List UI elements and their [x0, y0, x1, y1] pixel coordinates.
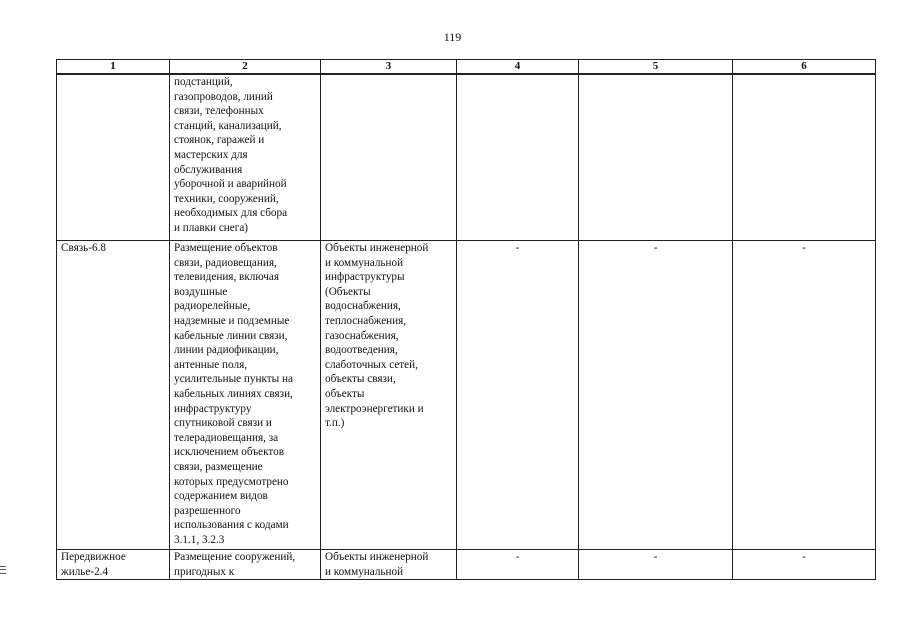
column-header: 4	[457, 60, 579, 75]
column-header: 6	[733, 60, 876, 75]
table-cell: Передвижное жилье-2.4	[57, 550, 170, 580]
table-cell	[579, 74, 733, 241]
column-header: 5	[579, 60, 733, 75]
table-cell: подстанций, газопроводов, линий связи, телефонных станций, канализаций, стоянок, гаражей и мастерских для обслуживания уборочной и аварийной техники, сооружений, необходимых для сбора и плавки снега)	[170, 74, 321, 241]
column-header: 1	[57, 60, 170, 75]
table-cell	[733, 74, 876, 241]
table-cell: Объекты инженерной и коммунальной инфраструктуры (Объекты водоснабжения, теплоснабжения, газоснабжения, водоотведения, слаботочных сетей, объекты связи, объекты электроэнергетики и т.п.)	[321, 241, 457, 550]
table-cell: -	[579, 550, 733, 580]
column-header: 3	[321, 60, 457, 75]
table-cell	[321, 74, 457, 241]
table-header-row	[57, 60, 876, 75]
table-cell: -	[579, 241, 733, 550]
table-cell: -	[733, 241, 876, 550]
table-cell: -	[733, 550, 876, 580]
table-cell: -	[457, 550, 579, 580]
table-row	[57, 241, 876, 550]
table-cell: Объекты инженерной и коммунальной	[321, 550, 457, 580]
table-cell	[57, 74, 170, 241]
page-number: 119	[443, 30, 462, 44]
table-cell: -	[457, 241, 579, 550]
table-cell: Размещение объектов связи, радиовещания, телевидения, включая воздушные радиорелейные, надземные и подземные кабельные линии связи, линии радиофикации, антенные поля, усилительные пункты на кабельных линиях связи, инфраструктуру спутниковой связи и телерадиовещания, за исключением объектов связи, размещение которых предусмотрено содержанием видов разрешенного использования с кодами 3.1.1, 3.2.3	[170, 241, 321, 550]
table-row	[57, 550, 876, 580]
table-cell: Связь-6.8	[57, 241, 170, 550]
table-row	[57, 74, 876, 241]
regulations-table	[56, 59, 876, 580]
column-header: 2	[170, 60, 321, 75]
table-cell	[457, 74, 579, 241]
table-cell: Размещение сооружений, пригодных к	[170, 550, 321, 580]
margin-mark	[0, 566, 6, 574]
